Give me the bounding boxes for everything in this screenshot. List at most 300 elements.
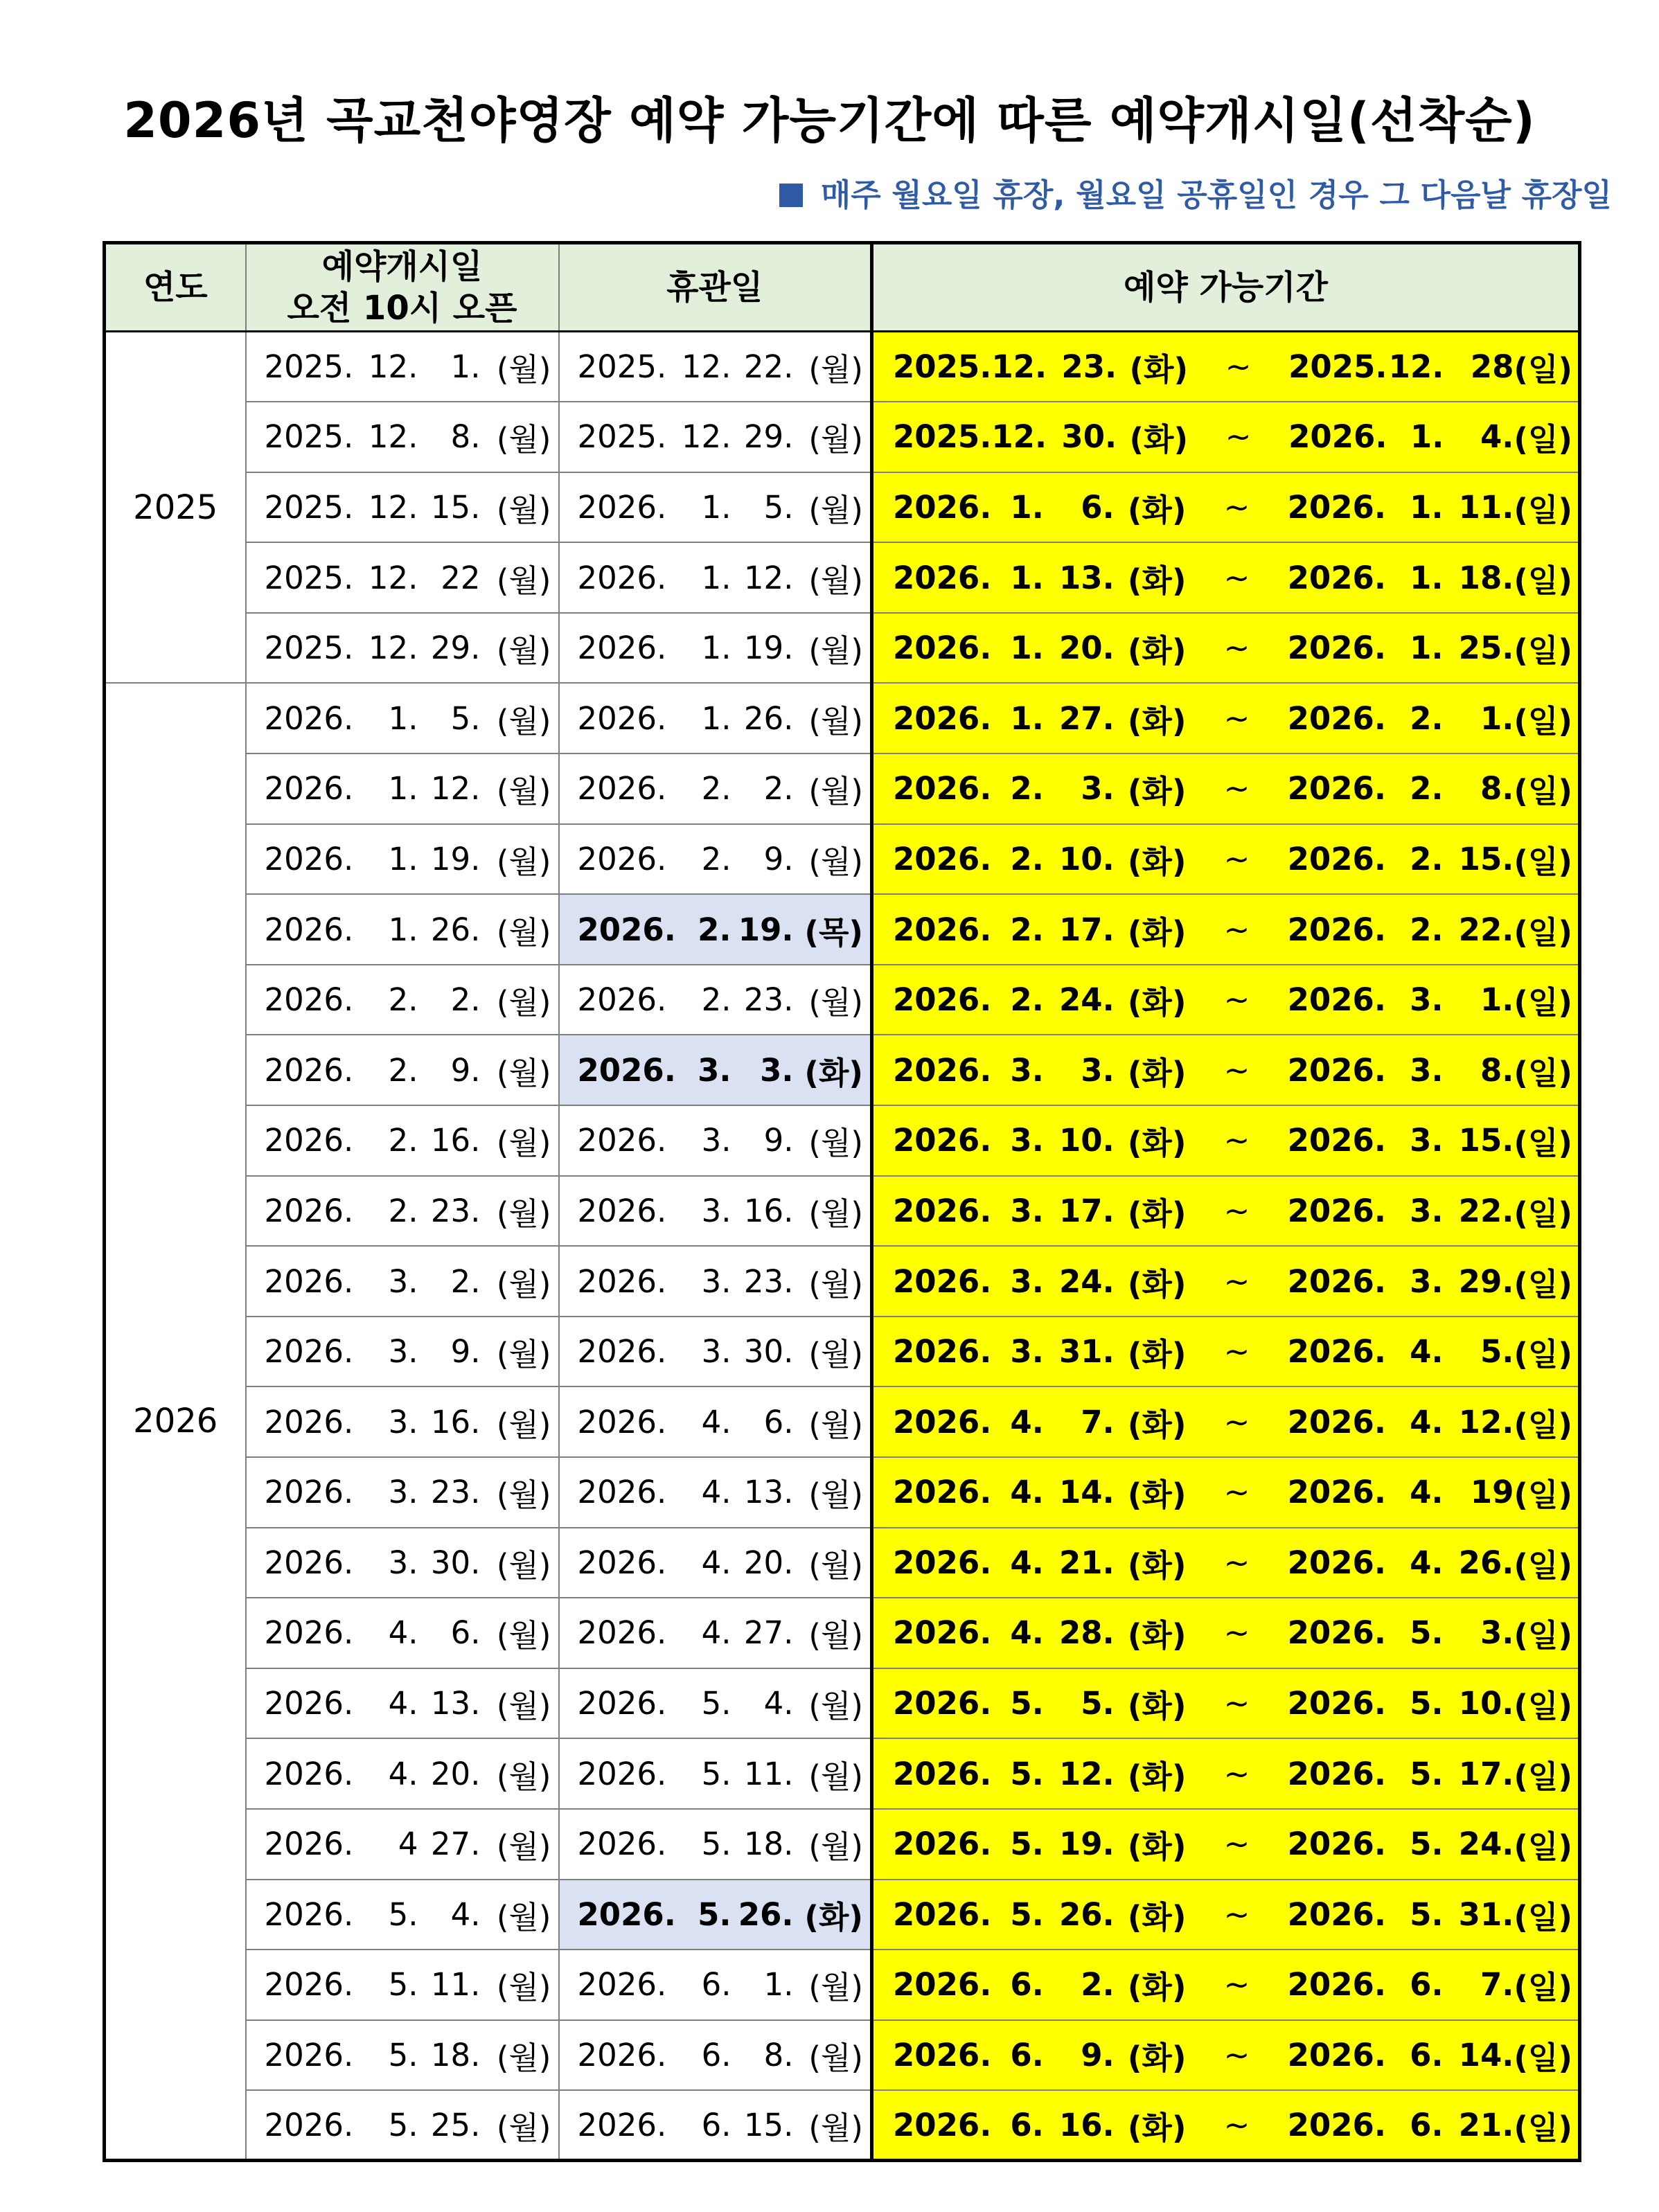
period-end-part: (일) <box>1514 1828 1572 1866</box>
period-start-part: 2026. <box>893 1755 992 1792</box>
period-start-part: (화) <box>1127 1195 1187 1232</box>
period-start-part: 10. <box>1058 1122 1115 1159</box>
period-end-part: 4. <box>1410 1544 1444 1581</box>
closed-date-part: (화) <box>804 1054 863 1091</box>
closed-date-part: 2026. <box>577 911 676 948</box>
closed-date-cell <box>559 753 872 824</box>
period-end-part: 2026. <box>1287 2106 1386 2143</box>
open-date-part: 2026. <box>264 840 354 877</box>
period-end-part: (일) <box>1514 843 1572 880</box>
period-separator: ~ <box>1223 1685 1250 1722</box>
period-separator: ~ <box>1223 488 1250 526</box>
period-start-part: 6. <box>1010 2037 1044 2074</box>
period-end-part: 1. <box>1410 488 1444 526</box>
header-available-period: 예약 가능기간 <box>872 243 1580 332</box>
table-row <box>105 965 1580 1035</box>
period-end-part: 2. <box>1410 770 1444 808</box>
period-end-part: (일) <box>1514 1406 1572 1443</box>
open-date-part: 4. <box>388 1685 418 1722</box>
available-period-cell <box>872 1598 1580 1668</box>
open-date-part: (월) <box>496 1336 551 1373</box>
period-start-part: 19. <box>1058 1826 1115 1863</box>
closed-date-part: (월) <box>808 1406 863 1443</box>
open-date-part: 11. <box>430 1966 481 2004</box>
period-end-part: 2025. <box>1288 348 1387 386</box>
closed-date-part: 6. <box>701 2106 731 2143</box>
closed-date-part: 2026. <box>577 1474 667 1511</box>
open-date-part: 4. <box>388 1614 418 1652</box>
table-row <box>105 1317 1580 1387</box>
open-date-part: 2026. <box>264 1474 354 1511</box>
closed-date-part: 2026. <box>577 1544 667 1581</box>
period-start-part: 9. <box>1081 2037 1115 2074</box>
year-cell: 2025 <box>105 332 246 684</box>
period-start-part: 4. <box>1010 1544 1044 1581</box>
closed-date-part: 2026. <box>577 1263 667 1300</box>
period-start-part: 5. <box>1010 1826 1044 1863</box>
period-start-part: 30. <box>1061 418 1117 456</box>
period-end-part: 18. <box>1458 559 1514 596</box>
available-period-cell <box>872 1457 1580 1528</box>
period-start-part: 7. <box>1081 1403 1115 1441</box>
closed-date-part: 2026. <box>577 981 667 1019</box>
closed-date-part: 2026. <box>577 630 667 667</box>
closed-date-cell <box>559 2020 872 2091</box>
available-period-cell <box>872 542 1580 613</box>
open-date-part: 1. <box>388 840 418 877</box>
period-end-part: 4. <box>1410 1474 1444 1511</box>
header-open-line1: 예약개시일 <box>321 247 483 286</box>
period-start-part: 2026. <box>893 2106 992 2143</box>
open-date-part: 2. <box>388 1192 418 1229</box>
open-date-part: 2025. <box>264 630 354 667</box>
period-end-part: 2026. <box>1287 1263 1386 1300</box>
open-date-part: 5. <box>388 1966 418 2004</box>
period-end-part: 11. <box>1458 488 1514 526</box>
open-date-part: 3. <box>388 1474 418 1511</box>
closed-date-part: (월) <box>808 1758 863 1795</box>
closed-date-part: 23. <box>743 981 794 1019</box>
period-separator: ~ <box>1223 1474 1250 1511</box>
period-end-part: 12. <box>1458 1403 1514 1441</box>
open-date-part: 3. <box>388 1544 418 1581</box>
table-row <box>105 1950 1580 2020</box>
period-start-part: 23. <box>1061 348 1117 386</box>
closed-date-part: 26. <box>743 699 794 737</box>
open-date-part: 12. <box>368 630 418 667</box>
period-end-part: (일) <box>1514 421 1572 458</box>
period-end-part: 5. <box>1480 1333 1514 1371</box>
period-start-part: 4. <box>1010 1403 1044 1441</box>
period-end-part: 31. <box>1458 1896 1514 1933</box>
closed-date-part: 2. <box>698 911 731 948</box>
period-start-part: 31. <box>1058 1333 1115 1371</box>
period-start-part: 6. <box>1010 1966 1044 2004</box>
period-end-part: 7. <box>1480 1966 1514 2004</box>
period-start-part: (화) <box>1127 1758 1187 1795</box>
closed-date-part: (월) <box>808 702 863 740</box>
period-start-part: 2026. <box>893 1403 992 1441</box>
closed-date-part: 4. <box>701 1403 731 1441</box>
period-start-part: 2026. <box>893 911 992 948</box>
closed-date-part: 13. <box>743 1474 794 1511</box>
period-end-part: 28 <box>1470 348 1514 386</box>
open-date-part: 5. <box>388 2106 418 2143</box>
closed-date-cell <box>559 1668 872 1739</box>
open-date-cell <box>246 1528 559 1598</box>
period-start-part: 3. <box>1081 1051 1115 1089</box>
open-date-cell <box>246 1317 559 1387</box>
period-start-part: (화) <box>1127 1336 1187 1373</box>
open-date-part: 12. <box>368 348 418 386</box>
closed-date-cell <box>559 1598 872 1668</box>
open-date-cell <box>246 1668 559 1739</box>
open-date-part: 2. <box>450 1263 481 1300</box>
period-end-part: (일) <box>1514 1125 1572 1162</box>
open-date-cell <box>246 332 559 402</box>
available-period-cell <box>872 1105 1580 1176</box>
period-separator: ~ <box>1225 418 1252 456</box>
period-start-part: 2026. <box>893 488 992 526</box>
period-start-part: 24. <box>1058 981 1115 1019</box>
available-period-cell <box>872 2020 1580 2091</box>
closed-date-part: 2026. <box>577 488 667 526</box>
closed-date-part: (월) <box>808 984 863 1022</box>
open-date-part: 30. <box>430 1544 481 1581</box>
period-end-part: 2. <box>1410 911 1444 948</box>
period-start-part: 5. <box>1010 1685 1044 1722</box>
closed-date-part: 3. <box>701 1122 731 1159</box>
open-date-part: (월) <box>496 632 551 670</box>
closed-date-part: 6. <box>701 2037 731 2074</box>
period-separator: ~ <box>1223 1544 1250 1581</box>
closed-date-part: 2026. <box>577 699 667 737</box>
open-date-part: 20. <box>430 1755 481 1792</box>
period-start-part: 2026. <box>893 840 992 877</box>
period-end-part: 4. <box>1410 1403 1444 1441</box>
open-date-part: (월) <box>496 913 551 951</box>
period-separator: ~ <box>1223 1192 1250 1229</box>
closed-date-cell-highlighted <box>559 1880 872 1950</box>
period-separator: ~ <box>1223 1333 1250 1371</box>
open-date-cell <box>246 2020 559 2091</box>
open-date-part: 18. <box>430 2037 481 2074</box>
period-end-part: (일) <box>1514 913 1572 951</box>
period-start-part: 2026. <box>893 1122 992 1159</box>
open-date-part: 8. <box>450 418 481 456</box>
period-end-part: (일) <box>1514 1758 1572 1795</box>
period-end-part: (일) <box>1514 1265 1572 1303</box>
period-start-part: (화) <box>1127 2040 1187 2077</box>
closed-date-part: 12. <box>681 348 731 386</box>
period-end-part: 2026. <box>1287 1966 1386 2004</box>
open-date-cell <box>246 472 559 543</box>
period-start-part: (화) <box>1127 984 1187 1022</box>
open-date-part: (월) <box>496 1265 551 1303</box>
available-period-cell <box>872 1386 1580 1457</box>
open-date-part: 26. <box>430 911 481 948</box>
period-end-part: (일) <box>1514 1617 1572 1654</box>
closed-date-part: 23. <box>743 1263 794 1300</box>
period-end-part: 5. <box>1410 1614 1444 1652</box>
table-row <box>105 472 1580 543</box>
open-date-part: 4. <box>450 1896 481 1933</box>
open-date-part: 4. <box>388 1755 418 1792</box>
open-date-part: (월) <box>496 1477 551 1514</box>
period-end-part: 8. <box>1480 1051 1514 1089</box>
closed-date-part: 1. <box>701 630 731 667</box>
closed-date-part: 2. <box>763 770 794 808</box>
period-start-part: (화) <box>1127 1125 1187 1162</box>
period-start-part: 4. <box>1010 1614 1044 1652</box>
period-start-part: 6. <box>1010 2106 1044 2143</box>
open-date-cell <box>246 824 559 895</box>
table-row <box>105 683 1580 753</box>
closed-date-part: 1. <box>763 1966 794 2004</box>
period-start-part: 3. <box>1010 1263 1044 1300</box>
period-end-part: 2. <box>1410 699 1444 737</box>
available-period-cell <box>872 402 1580 472</box>
period-end-part: (일) <box>1514 1195 1572 1232</box>
closed-date-part: 4. <box>763 1685 794 1722</box>
period-start-part: 12. <box>991 418 1047 456</box>
period-start-part: 14. <box>1058 1474 1115 1511</box>
closed-date-part: 3. <box>701 1263 731 1300</box>
period-start-part: (화) <box>1127 2109 1187 2146</box>
open-date-part: 1. <box>388 770 418 808</box>
open-date-cell <box>246 1950 559 2020</box>
table-row <box>105 542 1580 613</box>
open-date-part: (월) <box>496 1125 551 1162</box>
period-start-part: 2026. <box>893 1333 992 1371</box>
period-end-part: 2026. <box>1287 1403 1386 1441</box>
closed-date-part: 2026. <box>577 2037 667 2074</box>
period-end-part: (일) <box>1514 702 1572 740</box>
period-end-part: 3. <box>1410 1192 1444 1229</box>
open-date-cell <box>246 1809 559 1880</box>
period-end-part: 1. <box>1410 559 1444 596</box>
open-date-cell <box>246 402 559 472</box>
open-date-part: 12. <box>368 488 418 526</box>
period-start-part: (화) <box>1127 1828 1187 1866</box>
closed-date-part: 19. <box>738 911 794 948</box>
closed-date-part: 2025. <box>577 418 667 456</box>
open-date-part: 2026. <box>264 981 354 1019</box>
table-row <box>105 1738 1580 1809</box>
table-row <box>105 1880 1580 1950</box>
period-start-part: 2026. <box>893 1263 992 1300</box>
period-start-part: 2026. <box>893 1826 992 1863</box>
period-end-part: 2026. <box>1287 981 1386 1019</box>
period-end-part: 5. <box>1410 1826 1444 1863</box>
period-end-part: 2026. <box>1287 1614 1386 1652</box>
period-end-part: 2026. <box>1287 488 1386 526</box>
open-date-part: (월) <box>496 1758 551 1795</box>
period-end-part: 6. <box>1410 2037 1444 2074</box>
period-start-part: 1. <box>1010 699 1044 737</box>
open-date-part: 2. <box>450 981 481 1019</box>
closed-date-part: 3. <box>760 1051 794 1089</box>
period-end-part: 3. <box>1410 981 1444 1019</box>
open-date-cell <box>246 1176 559 1247</box>
closed-date-cell <box>559 613 872 684</box>
table-row <box>105 1457 1580 1528</box>
open-date-part: 2025. <box>264 559 354 596</box>
open-date-part: 23. <box>430 1192 481 1229</box>
open-date-part: 3. <box>388 1333 418 1371</box>
open-date-part: 2026. <box>264 1826 354 1863</box>
closed-date-part: 2026. <box>577 1685 667 1722</box>
period-start-part: 17. <box>1058 1192 1115 1229</box>
available-period-cell <box>872 472 1580 543</box>
closure-note-text: 매주 월요일 휴장, 월요일 공휴일인 경우 그 다음날 휴장일 <box>820 177 1612 213</box>
period-end-part: 1. <box>1410 630 1444 667</box>
open-date-part: 2026. <box>264 1263 354 1300</box>
closed-date-part: 2026. <box>577 1333 667 1371</box>
open-date-part: 12. <box>368 559 418 596</box>
period-start-part: (화) <box>1127 1688 1187 1725</box>
page-title: 2026년 곡교천야영장 예약 가능기간에 따른 예약개시일(선착순) <box>123 92 1536 149</box>
open-date-part: (월) <box>496 843 551 880</box>
available-period-cell <box>872 1738 1580 1809</box>
closed-date-part: (월) <box>808 1617 863 1654</box>
closed-date-part: 5. <box>763 488 794 526</box>
closed-date-part: (월) <box>808 421 863 458</box>
available-period-cell <box>872 683 1580 753</box>
open-date-part: 5. <box>450 699 481 737</box>
period-end-part: 4. <box>1480 418 1514 456</box>
period-start-part: 10. <box>1058 840 1115 877</box>
closed-date-part: (월) <box>808 1125 863 1162</box>
period-end-part: 3. <box>1410 1051 1444 1089</box>
period-separator: ~ <box>1223 1755 1250 1792</box>
period-start-part: (화) <box>1127 1898 1187 1936</box>
closed-date-part: (월) <box>808 1828 863 1866</box>
period-separator: ~ <box>1223 1966 1250 2004</box>
closed-date-part: 15. <box>743 2106 794 2143</box>
period-end-part: 15. <box>1458 840 1514 877</box>
open-date-part: (월) <box>496 562 551 599</box>
table-row <box>105 824 1580 895</box>
available-period-cell <box>872 2090 1580 2161</box>
closed-date-cell <box>559 542 872 613</box>
closed-date-part: (월) <box>808 1477 863 1514</box>
year-cell: 2026 <box>105 683 246 2160</box>
period-end-part: 3. <box>1410 1263 1444 1300</box>
open-date-part: 2026. <box>264 2037 354 2074</box>
table-row <box>105 1386 1580 1457</box>
table-row <box>105 1105 1580 1176</box>
open-date-part: 2025. <box>264 488 354 526</box>
period-end-part: 21. <box>1458 2106 1514 2143</box>
open-date-part: 1. <box>450 348 481 386</box>
period-end-part: 2026. <box>1287 770 1386 808</box>
open-date-part: (월) <box>496 1969 551 2006</box>
closed-date-cell <box>559 1105 872 1176</box>
open-date-part: 23. <box>430 1474 481 1511</box>
open-date-part: 12. <box>368 418 418 456</box>
period-end-part: (일) <box>1514 1898 1572 1936</box>
closed-date-cell <box>559 1246 872 1317</box>
table-row <box>105 1246 1580 1317</box>
period-end-part: (일) <box>1514 984 1572 1022</box>
period-end-part: 2026. <box>1287 1685 1386 1722</box>
open-date-part: 2026. <box>264 1051 354 1089</box>
closed-date-cell <box>559 1317 872 1387</box>
available-period-cell <box>872 894 1580 965</box>
period-start-part: 2026. <box>893 1896 992 1933</box>
period-start-part: 2026. <box>893 981 992 1019</box>
period-end-part: 2026. <box>1287 1544 1386 1581</box>
closed-date-cell <box>559 1528 872 1598</box>
open-date-part: (월) <box>496 1828 551 1866</box>
period-end-part: 19 <box>1470 1474 1514 1511</box>
open-date-part: 9. <box>450 1051 481 1089</box>
closed-date-part: 8. <box>763 2037 794 2074</box>
table-row <box>105 894 1580 965</box>
closed-date-part: 11. <box>743 1755 794 1792</box>
period-end-part: (일) <box>1514 1969 1572 2006</box>
period-end-part: 6. <box>1410 1966 1444 2004</box>
open-date-part: 6. <box>450 1614 481 1652</box>
closed-date-part: 26. <box>738 1896 794 1933</box>
open-date-part: (월) <box>496 1546 551 1584</box>
open-date-part: 2025. <box>264 418 354 456</box>
period-start-part: (화) <box>1127 562 1187 599</box>
closed-date-part: 2026. <box>577 1966 667 2004</box>
period-start-part: (화) <box>1127 773 1187 810</box>
available-period-cell <box>872 965 1580 1035</box>
period-start-part: 17. <box>1058 911 1115 948</box>
period-start-part: 1. <box>1010 559 1044 596</box>
period-end-part: 8. <box>1480 770 1514 808</box>
period-end-part: 24. <box>1458 1826 1514 1863</box>
closed-date-cell <box>559 965 872 1035</box>
table-body <box>105 332 1580 2161</box>
period-separator: ~ <box>1223 770 1250 808</box>
closed-date-part: 2026. <box>577 770 667 808</box>
closed-date-part: 2026. <box>577 2106 667 2143</box>
period-start-part: 2026. <box>893 699 992 737</box>
closed-date-cell <box>559 332 872 402</box>
closed-date-part: 19. <box>743 630 794 667</box>
closed-date-cell <box>559 1809 872 1880</box>
table-row <box>105 1035 1580 1105</box>
open-date-part: 22 <box>441 559 481 596</box>
open-date-cell <box>246 753 559 824</box>
available-period-cell <box>872 1880 1580 1950</box>
period-start-part: 26. <box>1058 1896 1115 1933</box>
period-start-part: 16. <box>1058 2106 1115 2143</box>
closed-date-part: 3. <box>698 1051 731 1089</box>
square-bullet-icon <box>779 184 803 207</box>
closed-date-cell <box>559 1386 872 1457</box>
closed-date-part: 6. <box>763 1403 794 1441</box>
open-date-part: 5. <box>388 2037 418 2074</box>
open-date-part: 2026. <box>264 2106 354 2143</box>
open-date-cell <box>246 965 559 1035</box>
closed-date-part: 2. <box>701 770 731 808</box>
period-end-part: 2026. <box>1288 418 1387 456</box>
period-end-part: 5. <box>1410 1755 1444 1792</box>
open-date-part: (월) <box>496 1898 551 1936</box>
closed-date-part: 2026. <box>577 1122 667 1159</box>
open-date-part: 13. <box>430 1685 481 1722</box>
open-date-part: 2026. <box>264 699 354 737</box>
period-end-part: 2026. <box>1287 1122 1386 1159</box>
period-end-part: 6. <box>1410 2106 1444 2143</box>
open-date-part: (월) <box>496 1688 551 1725</box>
